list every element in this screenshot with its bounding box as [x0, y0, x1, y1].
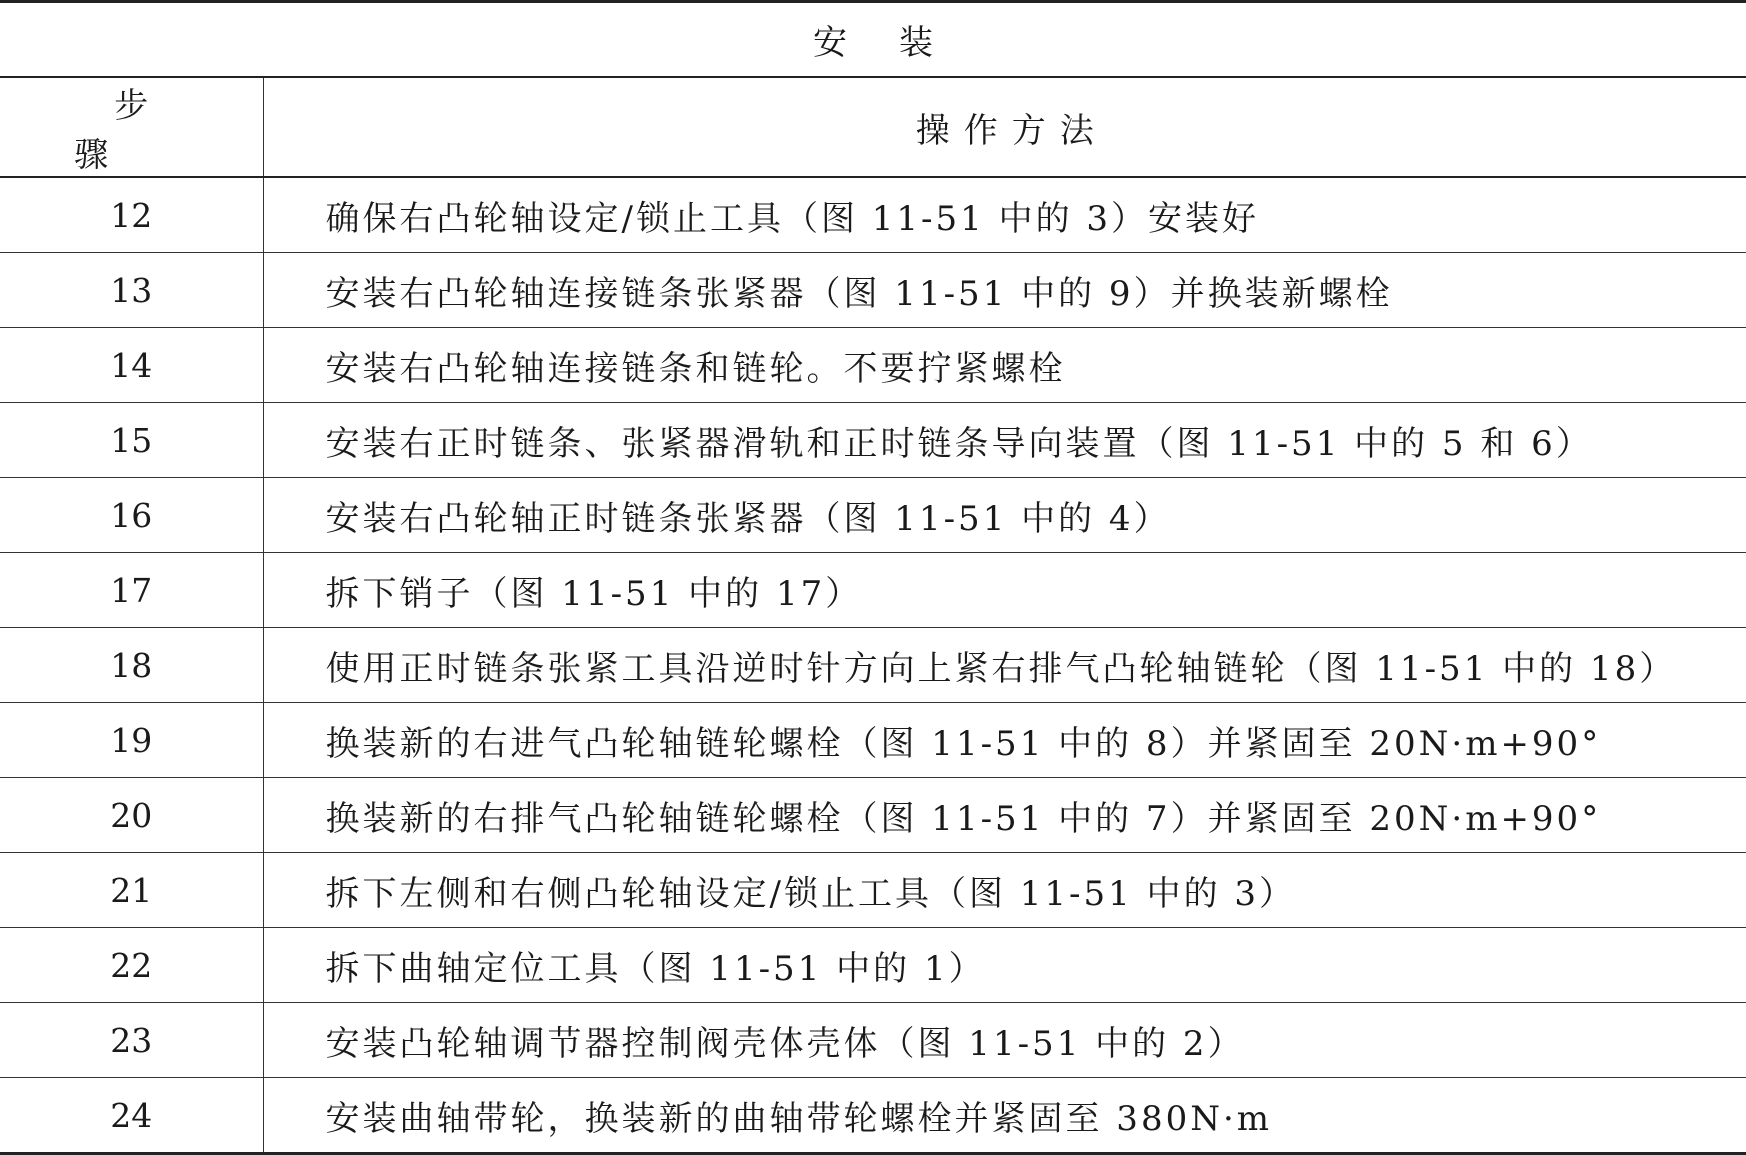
step-number: 17 — [0, 553, 263, 628]
table-title: 安装 — [0, 2, 1746, 78]
step-number: 18 — [0, 628, 263, 703]
step-method: 拆下曲轴定位工具（图 11-51 中的 1） — [263, 928, 1746, 1003]
step-method: 确保右凸轮轴设定/锁止工具（图 11-51 中的 3）安装好 — [263, 177, 1746, 253]
table-row — [0, 928, 1746, 1003]
step-number: 12 — [0, 177, 263, 253]
table-title-row — [0, 2, 1746, 78]
step-number: 14 — [0, 328, 263, 403]
step-number: 21 — [0, 853, 263, 928]
step-method: 安装曲轴带轮，换装新的曲轴带轮螺栓并紧固至 380N·m — [263, 1078, 1746, 1154]
table-row — [0, 853, 1746, 928]
table-row — [0, 703, 1746, 778]
step-method: 安装凸轮轴调节器控制阀壳体壳体（图 11-51 中的 2） — [263, 1003, 1746, 1078]
table-row — [0, 778, 1746, 853]
header-method: 操作方法 — [263, 77, 1746, 177]
step-method: 拆下销子（图 11-51 中的 17） — [263, 553, 1746, 628]
step-number: 22 — [0, 928, 263, 1003]
table-row — [0, 403, 1746, 478]
table-row — [0, 1003, 1746, 1078]
step-number: 15 — [0, 403, 263, 478]
step-number: 23 — [0, 1003, 263, 1078]
step-method: 安装右凸轮轴连接链条和链轮。不要拧紧螺栓 — [263, 328, 1746, 403]
step-number: 24 — [0, 1078, 263, 1154]
step-method: 安装右凸轮轴连接链条张紧器（图 11-51 中的 9）并换装新螺栓 — [263, 253, 1746, 328]
step-number: 16 — [0, 478, 263, 553]
step-method: 换装新的右排气凸轮轴链轮螺栓（图 11-51 中的 7）并紧固至 20N·m+90° — [263, 778, 1746, 853]
step-method: 安装右正时链条、张紧器滑轨和正时链条导向装置（图 11-51 中的 5 和 6） — [263, 403, 1746, 478]
step-number: 13 — [0, 253, 263, 328]
step-method: 安装右凸轮轴正时链条张紧器（图 11-51 中的 4） — [263, 478, 1746, 553]
step-method: 拆下左侧和右侧凸轮轴设定/锁止工具（图 11-51 中的 3） — [263, 853, 1746, 928]
header-step: 步骤 — [0, 77, 263, 177]
step-number: 20 — [0, 778, 263, 853]
step-method: 换装新的右进气凸轮轴链轮螺栓（图 11-51 中的 8）并紧固至 20N·m+90° — [263, 703, 1746, 778]
step-number: 19 — [0, 703, 263, 778]
table-row — [0, 628, 1746, 703]
table-row — [0, 253, 1746, 328]
table-header-row — [0, 77, 1746, 177]
table-row — [0, 1078, 1746, 1154]
table-row — [0, 478, 1746, 553]
table-row — [0, 328, 1746, 403]
table-row — [0, 177, 1746, 253]
table-row — [0, 553, 1746, 628]
step-method: 使用正时链条张紧工具沿逆时针方向上紧右排气凸轮轴链轮（图 11-51 中的 18） — [263, 628, 1746, 703]
